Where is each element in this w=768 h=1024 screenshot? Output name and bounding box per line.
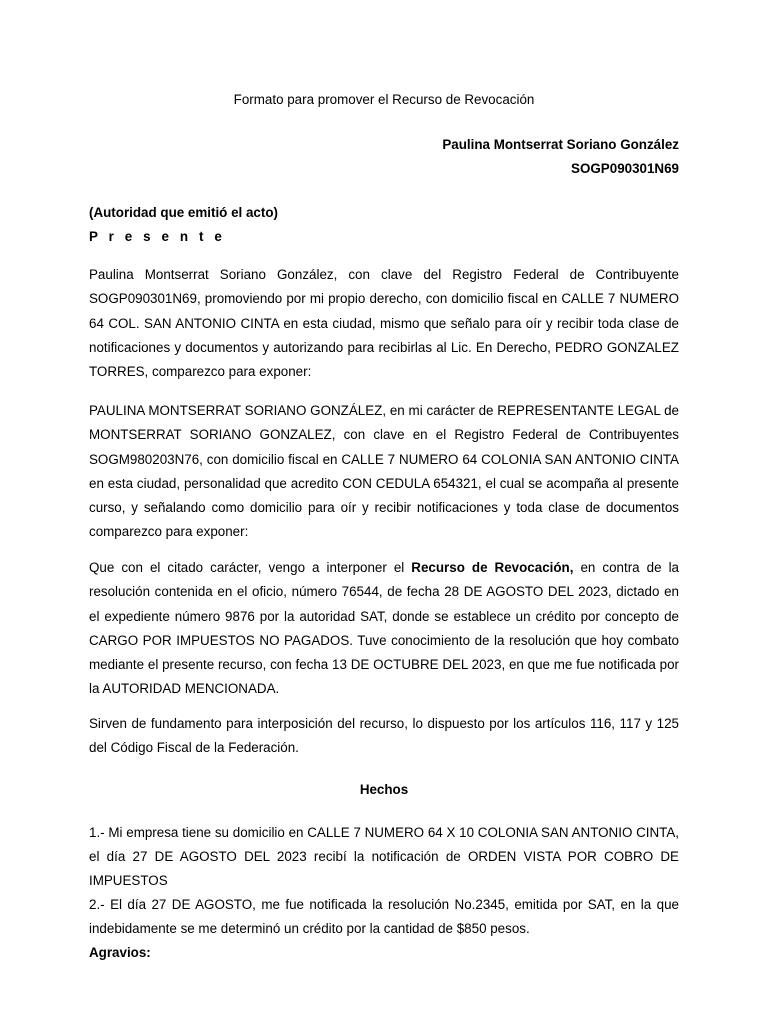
hecho-item-2: 2.- El día 27 DE AGOSTO, me fue notificada la resolución No.2345, emitida por SAT, en la que indebidamente se me determinó un crédito por la cantidad de $850 pesos. xyxy=(89,897,679,936)
presente-label: P r e s e n t e xyxy=(89,229,226,244)
authority-label: (Autoridad que emitió el acto) xyxy=(89,205,278,220)
hechos-heading: Hechos xyxy=(359,782,409,797)
recurso-de-revocacion-emphasis: Recurso de Revocación, xyxy=(411,560,574,575)
sender-rfc: SOGP090301N69 xyxy=(571,161,679,176)
sender-block xyxy=(442,133,679,181)
agravios-heading: Agravios: xyxy=(89,945,151,960)
paragraph-3-intro: Que con el citado carácter, vengo a interponer el xyxy=(89,560,412,575)
authority-block xyxy=(89,201,278,249)
sender-name: Paulina Montserrat Soriano González xyxy=(442,137,679,152)
paragraph-1: Paulina Montserrat Soriano González, con clave del Registro Federal de Contribuyente SOGP090301N69, promoviendo por mi propio derecho, con domicilio fiscal en CALLE 7 NUMERO 64 COL. SAN ANTONIO CINTA en esta ciudad, mismo que señalo para oír y recibir toda clase de notificaciones y documentos y autorizando para recibirlas al Lic. En Derecho, PEDRO GONZALEZ TORRES, comparezco para exponer: xyxy=(89,267,679,380)
paragraph-3-body: en contra de la resolución contenida en el oficio, número 76544, de fecha 28 DE AGOSTO DEL 2023, dictado en el expediente número 9876 por la autoridad SAT, donde se establece un crédito por concepto de CARGO POR IMPUESTOS NO PAGADOS. Tuve conocimiento de la resolución que hoy combato mediante el presente recurso, con fecha 13 DE OCTUBRE DEL 2023, en que me fue notificada por la AUTORIDAD MENCIONADA. xyxy=(89,560,679,697)
hecho-item-1: 1.- Mi empresa tiene su domicilio en CALLE 7 NUMERO 64 X 10 COLONIA SAN ANTONIO CINTA, el día 27 DE AGOSTO DEL 2023 recibí la notificación de ORDEN VISTA POR COBRO DE IMPUESTOS xyxy=(89,825,679,888)
paragraph-4: Sirven de fundamento para interposición del recurso, lo dispuesto por los artículos 116, 117 y 125 del Código Fiscal de la Federación. xyxy=(89,716,679,756)
hechos-list xyxy=(89,821,679,965)
document-title: Formato para promover el Recurso de Revocación xyxy=(233,92,535,107)
paragraph-2: PAULINA MONTSERRAT SORIANO GONZÁLEZ, en mi carácter de REPRESENTANTE LEGAL de MONTSERRAT SORIANO GONZALEZ, con clave en el Registro Federal de Contribuyentes SOGM980203N76, con domicilio fiscal en CALLE 7 NUMERO 64 COLONIA SAN ANTONIO CINTA en esta ciudad, personalidad que acredito CON CEDULA 654321, el cual se acompaña al presente curso, y señalando como domicilio para oír y recibir notificaciones y toda clase de documentos comparezco para exponer: xyxy=(89,403,679,540)
paragraph-3 xyxy=(89,556,679,702)
